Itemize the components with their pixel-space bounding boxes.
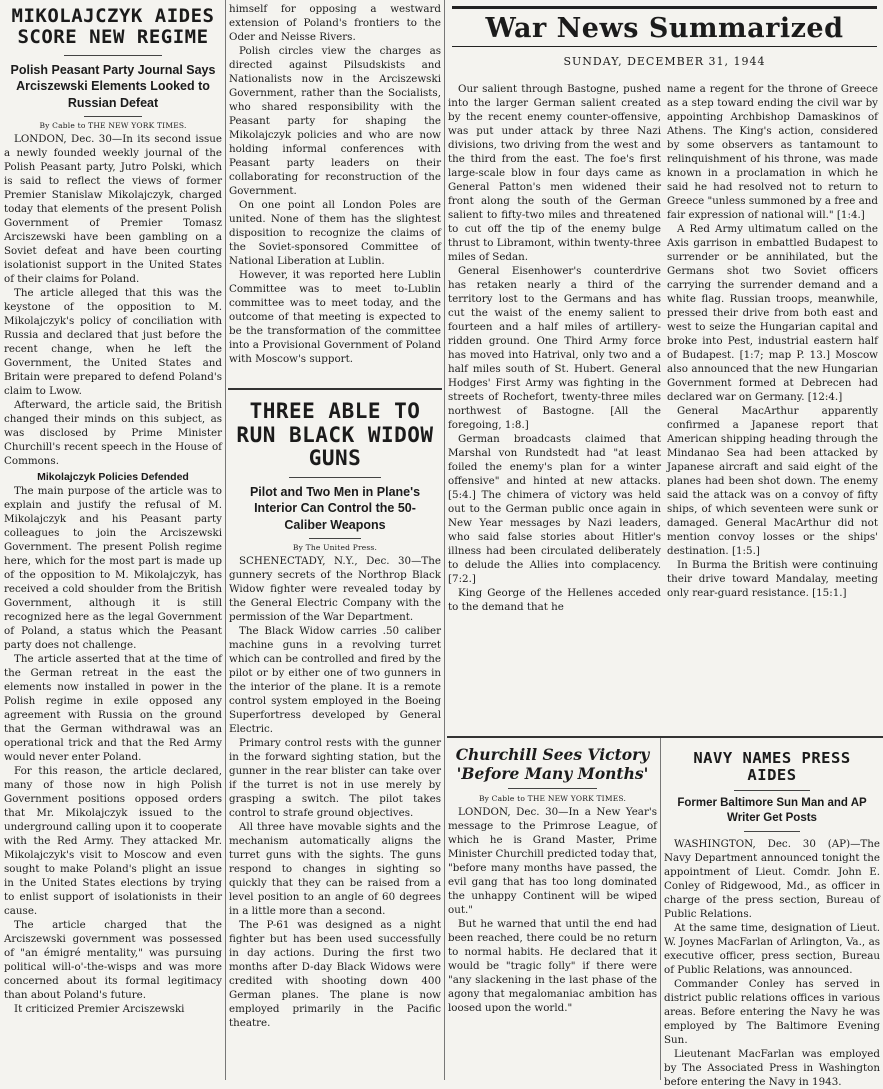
paragraph: Lieutenant MacFarlan was employed by The Associated Press in Washington before entering the Navy in 1943. — [664, 1047, 880, 1088]
article-body — [664, 837, 880, 1089]
dateline: SUNDAY, DECEMBER 31, 1944 — [563, 55, 766, 68]
byline: By Cable to THE NEW YORK TIMES. — [39, 121, 187, 131]
paragraph: SCHENECTADY, N.Y., Dec. 30—The gunnery secrets of the Northrop Black Widow fighter were revealed today by the General Electric Company with the permission of the War Department. — [229, 555, 441, 624]
article-body — [448, 805, 657, 1015]
paragraph: name a regent for the throne of Greece as a step toward ending the civil war by appointing Archbishop Damaskinos of Athens. The King's action, considered by some observers as tantamount to relinquishment of his throne, was made known in a proclamation in which he said he had resolved not to return to Greece "unless summoned by a free and fair expression of national will." [1:4.] — [667, 83, 878, 221]
war-news-column-1 — [448, 82, 661, 614]
paragraph: Afterward, the article said, the British changed their minds on this subject, as was disclosed by Prime Minister Churchill's recent speech in the House of Commons. — [4, 399, 222, 468]
paragraph: But he warned that until the end had been reached, there could be no return to normal habits. He declared that it would be "tragic folly" if there were "any slackening in the last phase of the agony that megalomaniac ambition has loosed upon the world." — [448, 918, 657, 1015]
article-body — [229, 554, 441, 1030]
article-black-widow — [229, 396, 441, 1080]
paragraph: All three have movable sights and the mechanism automatically aligns the turret guns with the sights. The guns respond to changes in sighting so quickly that they can be raised from a level position to an angle of 60 degrees in a little more than a second. — [229, 821, 441, 918]
paragraph: The P-61 was designed as a night fighter but has been used successfully in day actions. During the first two months after D-day Black Widows were credited with shooting down 400 German planes. The plane is now employed primarily in the Pacific theatre. — [229, 919, 441, 1030]
paragraph: Commander Conley has served in district public relations offices in various areas. Before entering the Navy he was employed by The Baltimore Evening Sun. — [664, 977, 880, 1046]
section-divider — [228, 388, 442, 390]
paragraph: The article charged that the Arciszewski government was possessed of "an émigré mentality," was pursuing political will-o'-the-wisps and was more concerned about its formal legitimacy than about Poland's future. — [4, 919, 222, 1002]
headline: THREE ABLE TO RUN BLACK WIDOW GUNS — [236, 399, 434, 471]
byline: By The United Press. — [292, 543, 378, 553]
paragraph: General MacArthur apparently confirmed a Japanese report that American shipping heading through the Mindanao Sea had been attacked by Japanese aircraft and said eight of the planes had been shot down. The enemy said the attack was on a convoy of fifty ships, of which seventeen were sunk or damaged. General MacArthur did not mention convoy losses or the ships' destination. [1:5.] — [667, 405, 878, 557]
paragraph: General Eisenhower's counterdrive has retaken nearly a third of the territory lost to the Germans and has cut the waist of the enemy salient to fourteen and a half miles of artillery-ridden ground. One Third Army force has moved into Hatrival, only two and a half miles south of St. Hubert. General Hodges' First Army was fighting in the streets of Rochefort, twenty-three miles northwest of Bastogne. [All the foregoing, 1:8.] — [448, 265, 661, 431]
subhead: Mikolajczyk Policies Defended — [37, 471, 189, 484]
paragraph: German broadcasts claimed that Marshal von Rundstedt had "at least foiled the enemy's plan for a winter offensive" and hinted at new attacks. [5:4.] The chimera of victory was held out to the German public once again in New Year messages by Nazi leaders, who said false stories about Hitler's illness had been circulated deliberately to delude the Allies into complacency. [7:2.] — [448, 433, 661, 585]
paragraph: LONDON, Dec. 30—In its second issue a newly founded weekly journal of the Polish Peasant party, Jutro Polski, which is said to reflect the views of former Premier Stanislaw Mikolajczyk, charged today that elements of the present Polish Government of Premier Tomasz Arciszewski have been gambling on a Soviet defeat and have been courting isolationist support in the United States of their claims for Poland. — [4, 133, 222, 286]
section-divider — [447, 736, 883, 738]
paragraph: The Black Widow carries .50 caliber machine guns in a revolving turret which can be controlled and fired by the pilot or by either one of two gunners in the interior of the plane. It is a remote control system employed in the Boeing Superfortress developed by General Electric. — [229, 625, 441, 736]
paragraph: WASHINGTON, Dec. 30 (AP)—The Navy Department announced tonight the appointment of Lieut. Comdr. John E. Conley of Ridgewood, Md., as officer in charge of the press section, Bureau of Public Relations. — [664, 837, 880, 920]
article-churchill — [448, 742, 657, 1080]
deck: Polish Peasant Party Journal Says Arciszewski Elements Looked to Russian Defeat — [10, 62, 216, 111]
paragraph: The article asserted that at the time of the German retreat in the east the elements now installed in power in the Polish regime in exile opposed any agreement with Russia on the ground that the German withdrawal was an operational trick and that the Red Army would never enter Poland. — [4, 653, 222, 764]
paragraph: In Burma the British were continuing their drive toward Mandalay, meeting only rear-guard resistance. [15:1.] — [667, 559, 878, 599]
paragraph: It criticized Premier Arciszewski — [14, 1003, 185, 1016]
paragraph: Polish circles view the charges as directed against Pilsudskists and Nationalists now in the Arciszewski Government, rather than the Socialists, who shared responsibility with the Peasant party for shaping the Mikolajczyk policies and who are now holding informal conferences with Peasant party leaders on their collaborating for reconstruction of the Government. — [229, 45, 441, 197]
column-rule — [660, 738, 661, 1080]
paragraph: Our salient through Bastogne, pushed into the larger German salient created by the recent enemy counter-offensive, was put under attack by three Nazi divisions, two driving from the west and the third from the east. The foe's first large-scale blow in four days came as General Patton's men widened their front along the south of the German salient to fifty-two miles and threatened to cut off the tip of the enemy bulge thrust to Libramont, within twenty-three miles of Sedan. — [448, 83, 661, 263]
article-mikolajczyk-continued — [229, 2, 441, 384]
paragraph: However, it was reported here Lublin Committee was to meet to-Lublin committee was to meet today, and the outcome of that meeting is expected to be the transformation of the committee into a Provisional Government of Poland with Moscow's support. — [229, 269, 441, 365]
article-mikolajczyk — [4, 0, 222, 1080]
headline: Churchill Sees Victory 'Before Many Months' — [455, 745, 650, 783]
paragraph: himself for opposing a westward extension of Poland's frontiers to the Oder and Neisse Rivers. — [229, 3, 441, 43]
paragraph: At the same time, designation of Lieut. W. Joynes MacFarlan of Arlington, Va., as executive officer, press section, Bureau of Public Relations, was announced. — [664, 921, 880, 976]
paragraph: The main purpose of the article was to explain and justify the refusal of M. Mikolajczyk and his Peasant party colleagues to join the Arciszewski Government. The present Polish regime here, which for the most part is made up of the opposition to M. Mikolajczyk, has received a cold shoulder from the British Government, although it is still recognized here as the legal Government of Poland, a status which the Peasant party does not challenge. — [4, 485, 222, 652]
article-war-news — [448, 0, 881, 734]
paragraph: Primary control rests with the gunner in the forward sighting station, but the gunner in the rear blister can take over if the turret is not in use merely by grasping a switch. The pilot takes control to strafe ground objectives. — [229, 737, 441, 820]
paragraph: The article alleged that this was the keystone of the opposition to M. Mikolajczyk's policy of conciliation with Russia and declared that just before the recent change, when he left the Government, the United States and Britain were prepared to defend Poland's claim to Lwow. — [4, 287, 222, 398]
article-body — [4, 132, 222, 1016]
paragraph: LONDON, Dec. 30—In a New Year's message to the Primrose League, of which he is Grand Master, Prime Minister Churchill predicted today that, "before many months have passed, the evil gang that has too long dominated the unhappy Continent will be wiped out." — [448, 806, 657, 917]
headline: NAVY NAMES PRESS AIDES — [693, 749, 851, 785]
paragraph: For this reason, the article declared, many of those now in high Polish Government positions opposed orders that Mr. Mikolajczyk issued to the underground calling upon it to cooperate with the Red Army. They attacked Mr. Mikolajczyk's visit to Moscow and even sought to make Poland's plight an issue in the United States elections by trying to enlist support of isolationists in their cause. — [4, 765, 222, 918]
column-rule — [444, 0, 445, 1080]
byline: By Cable to THE NEW YORK TIMES. — [478, 794, 627, 804]
deck: Pilot and Two Men in Plane's Interior Can Control the 50-Caliber Weapons — [249, 484, 421, 533]
paragraph: King George of the Hellenes acceded to the demand that he — [448, 587, 661, 613]
headline: War News Summarized — [485, 13, 844, 44]
headline: MIKOLAJCZYK AIDES SCORE NEW REGIME — [11, 5, 215, 49]
paragraph: On one point all London Poles are united. None of them has the slightest disposition to recognize the claims of the Soviet-sponsored Committee of National Liberation at Lublin. — [229, 199, 441, 267]
article-navy — [664, 742, 880, 1088]
deck: Former Baltimore Sun Man and AP Writer Get Posts — [677, 796, 867, 825]
column-rule — [225, 0, 226, 1080]
war-news-column-2 — [667, 82, 878, 600]
paragraph: A Red Army ultimatum called on the Axis garrison in embattled Budapest to surrender or be annihilated, but the Germans shot two Soviet officers carrying the surrender demand and a white flag. Russian troops, meanwhile, pressed their drive from both east and west to seize the Hungarian capital and broke into Pest, industrial eastern half of Budapest. [1:7; map P. 13.] Moscow also announced that the new Hungarian Government formed at Debrecen had declared war on Germany. [12:4.] — [667, 223, 878, 403]
